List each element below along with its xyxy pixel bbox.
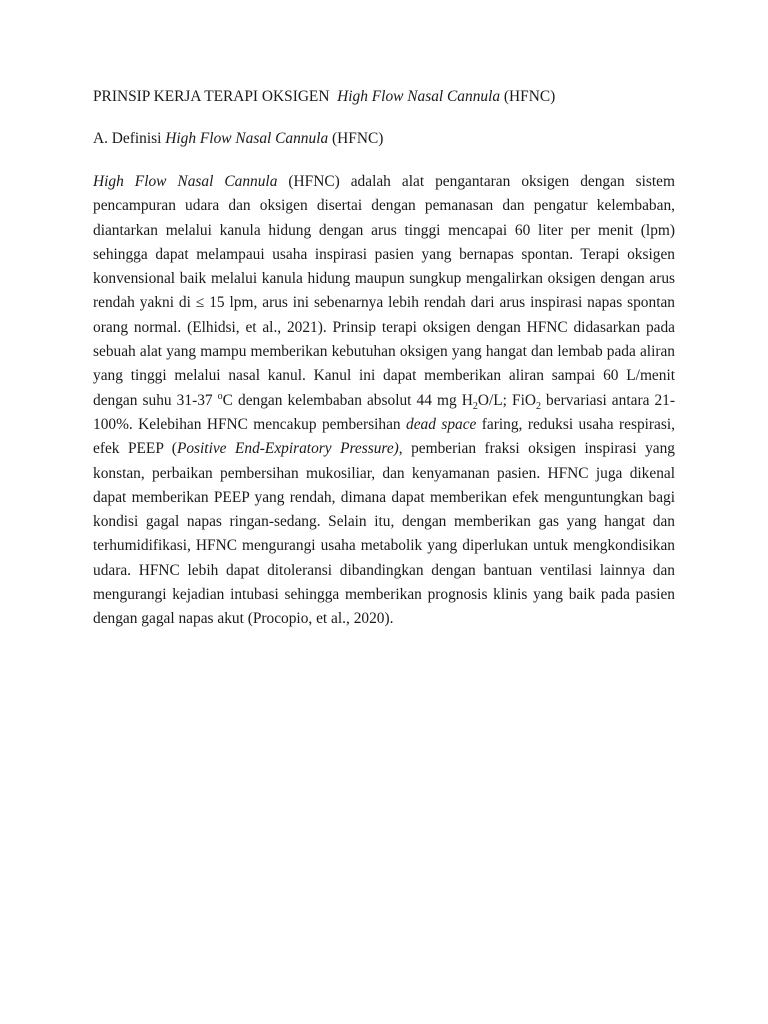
title-prefix: PRINSIP KERJA TERAPI OKSIGEN <box>93 88 330 105</box>
heading-prefix: A. Definisi <box>93 130 162 147</box>
term-peep: Positive End-Expiratory Pressure) <box>176 440 399 458</box>
title-italic: High Flow Nasal Cannula <box>337 88 501 105</box>
term-dead-space: dead space <box>406 415 477 433</box>
heading-suffix: (HFNC) <box>332 130 384 147</box>
section-heading <box>93 129 693 149</box>
subscript: 2 <box>535 400 541 412</box>
text-run: faring, reduksi usaha respirasi, efek PEEP ( <box>93 415 675 458</box>
subscript: 2 <box>472 400 478 412</box>
term-hfnc: High Flow Nasal Cannula <box>93 173 278 190</box>
text-run: C dengan kelembaban absolut 44 mg H <box>222 391 473 409</box>
document-title <box>93 87 693 107</box>
text-run: (HFNC) adalah alat pengantaran oksigen dengan sistem pencampuran udara dan oksigen disertai dengan pemanasan dan pengatur kelembaban, diantarkan melalui kanula hidung dengan arus tinggi mencapai 60 liter per menit (lpm) sehingga dapat melampaui usaha inspirasi pasien yang bernapas spontan. Terapi oksigen konvensional baik melalui kanula hidung maupun sungkup mengalirkan oksigen dengan arus rendah yakni di ≤ 15 lpm, arus ini sebenarnya lebih rendah dari arus inspirasi napas spontan orang normal. (Elhidsi, et al., 2021). Prinsip terapi oksigen dengan HFNC didasarkan pada sebuah alat yang mampu memberikan kebutuhan oksigen yang hangat dan lembab pada aliran yang tinggi melalui nasal kanul. Kanul ini dapat memberikan aliran sampai 60 L/menit dengan suhu 31-37 <box>93 173 675 409</box>
body-paragraph <box>93 170 675 632</box>
title-suffix: (HFNC) <box>503 88 556 105</box>
degree-sup: o <box>217 390 223 402</box>
text-run: bervariasi antara 21-100%. Kelebihan HFNC mencakup pembersihan <box>93 391 675 433</box>
text-run: O/L; FiO <box>477 391 536 409</box>
heading-italic: High Flow Nasal Cannula <box>165 130 329 147</box>
text-run: , pemberian fraksi oksigen inspirasi yang konstan, perbaikan pembersihan mukosiliar, dan kenyamanan pasien. HFNC juga dikenal dapat memberikan PEEP yang rendah, dimana dapat memberikan efek menguntungkan bagi kondisi gagal napas ringan-sedang. Selain itu, dengan memberikan gas yang hangat dan terhumidifikasi, HFNC mengurangi usaha metabolik yang diperlukan untuk mengkondisikan udara. HFNC lebih dapat ditoleransi dibandingkan dengan bantuan ventilasi lainnya dan mengurangi kejadian intubasi sehingga memberikan prognosis klinis yang baik pada pasien dengan gagal napas akut (Procopio, et al., 2020). <box>93 440 675 628</box>
